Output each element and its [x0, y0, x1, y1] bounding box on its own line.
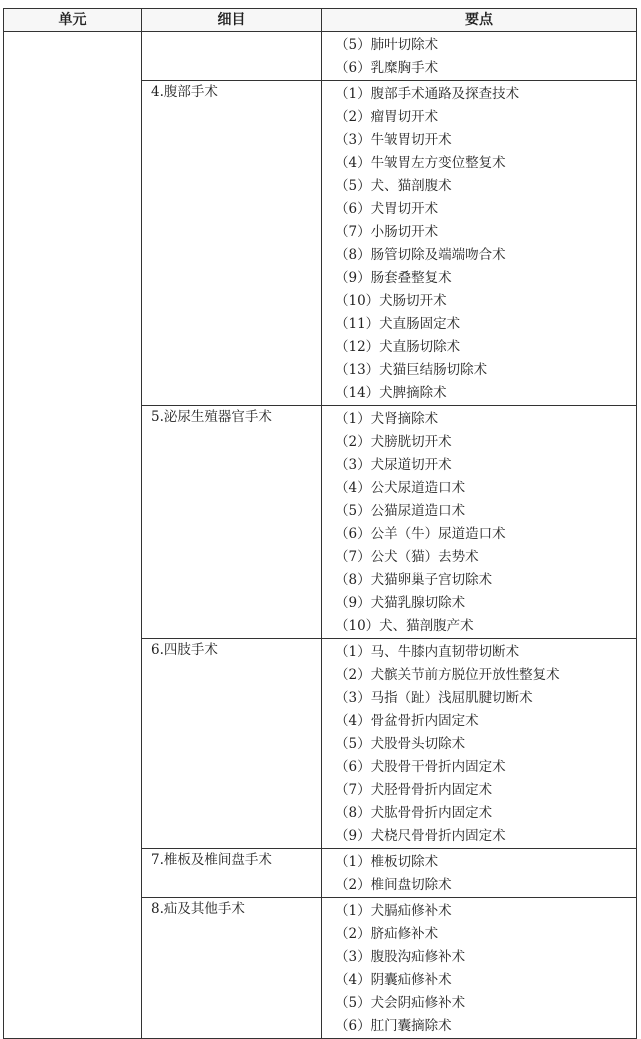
point-item: （1）椎板切除术: [335, 854, 439, 870]
point-item: （5）犬股骨头切除术: [335, 736, 466, 752]
item-cell: 4.腹部手术: [142, 81, 322, 406]
points-cell: [322, 32, 637, 81]
point-item: （1）腹部手术通路及探查技术: [335, 86, 520, 102]
point-item: （9）犬猫乳腺切除术: [335, 595, 466, 611]
point-item: （6）犬胃切开术: [335, 201, 439, 217]
point-item: （5）犬会阴疝修补术: [335, 995, 466, 1011]
point-item: （3）犬尿道切开术: [335, 457, 452, 473]
point-item: （7）犬胫骨骨折内固定术: [335, 782, 493, 798]
point-item: （11）犬直肠固定术: [335, 316, 461, 332]
point-item: （4）阴囊疝修补术: [335, 972, 452, 988]
points-cell: [322, 639, 637, 849]
header-points: 要点: [322, 9, 637, 32]
points-cell: [322, 406, 637, 639]
point-item: （4）牛皱胃左方变位整复术: [335, 155, 506, 171]
point-item: （8）犬猫卵巢子宫切除术: [335, 572, 493, 588]
point-item: （13）犬猫巨结肠切除术: [335, 362, 488, 378]
point-item: （6）公羊（牛）尿道造口术: [335, 526, 506, 542]
point-item: （6）乳糜胸手术: [335, 60, 439, 76]
item-cell: 6.四肢手术: [142, 639, 322, 849]
point-item: （10）犬、猫剖腹产术: [335, 618, 474, 634]
table-body: [4, 32, 637, 1039]
point-item: （10）犬肠切开术: [335, 293, 447, 309]
header-unit: 单元: [4, 9, 142, 32]
table-row: [4, 32, 637, 81]
points-cell: [322, 849, 637, 898]
point-item: （3）腹股沟疝修补术: [335, 949, 466, 965]
point-item: （8）犬肱骨骨折内固定术: [335, 805, 493, 821]
point-item: （2）犬髌关节前方脱位开放性整复术: [335, 667, 560, 683]
point-item: （6）犬股骨干骨折内固定术: [335, 759, 506, 775]
point-item: （3）牛皱胃切开术: [335, 132, 452, 148]
point-item: （2）犬膀胱切开术: [335, 434, 452, 450]
point-item: （2）脐疝修补术: [335, 926, 439, 942]
item-cell: [142, 32, 322, 81]
point-item: （2）瘤胃切开术: [335, 109, 439, 125]
point-item: （5）肺叶切除术: [335, 37, 439, 53]
syllabus-table: [3, 8, 637, 1039]
point-item: （14）犬脾摘除术: [335, 385, 447, 401]
item-cell: 8.疝及其他手术: [142, 898, 322, 1039]
point-item: （7）公犬（猫）去势术: [335, 549, 479, 565]
unit-cell: [4, 32, 142, 1039]
point-item: （12）犬直肠切除术: [335, 339, 461, 355]
point-item: （6）肛门囊摘除术: [335, 1018, 452, 1034]
point-item: （9）肠套叠整复术: [335, 270, 452, 286]
point-item: （3）马指（趾）浅屈肌腱切断术: [335, 690, 533, 706]
point-item: （2）椎间盘切除术: [335, 877, 452, 893]
point-item: （5）犬、猫剖腹术: [335, 178, 452, 194]
point-item: （4）公犬尿道造口术: [335, 480, 466, 496]
points-cell: [322, 81, 637, 406]
point-item: （1）犬膈疝修补术: [335, 903, 452, 919]
item-cell: 5.泌尿生殖器官手术: [142, 406, 322, 639]
point-item: （4）骨盆骨折内固定术: [335, 713, 479, 729]
point-item: （1）马、牛膝内直韧带切断术: [335, 644, 520, 660]
item-cell: 7.椎板及椎间盘手术: [142, 849, 322, 898]
point-item: （1）犬肾摘除术: [335, 411, 439, 427]
point-item: （5）公猫尿道造口术: [335, 503, 466, 519]
points-cell: [322, 898, 637, 1039]
point-item: （7）小肠切开术: [335, 224, 439, 240]
point-item: （8）肠管切除及端端吻合术: [335, 247, 506, 263]
point-item: （9）犬桡尺骨骨折内固定术: [335, 828, 506, 844]
header-item: 细目: [142, 9, 322, 32]
header-row: [4, 9, 637, 32]
